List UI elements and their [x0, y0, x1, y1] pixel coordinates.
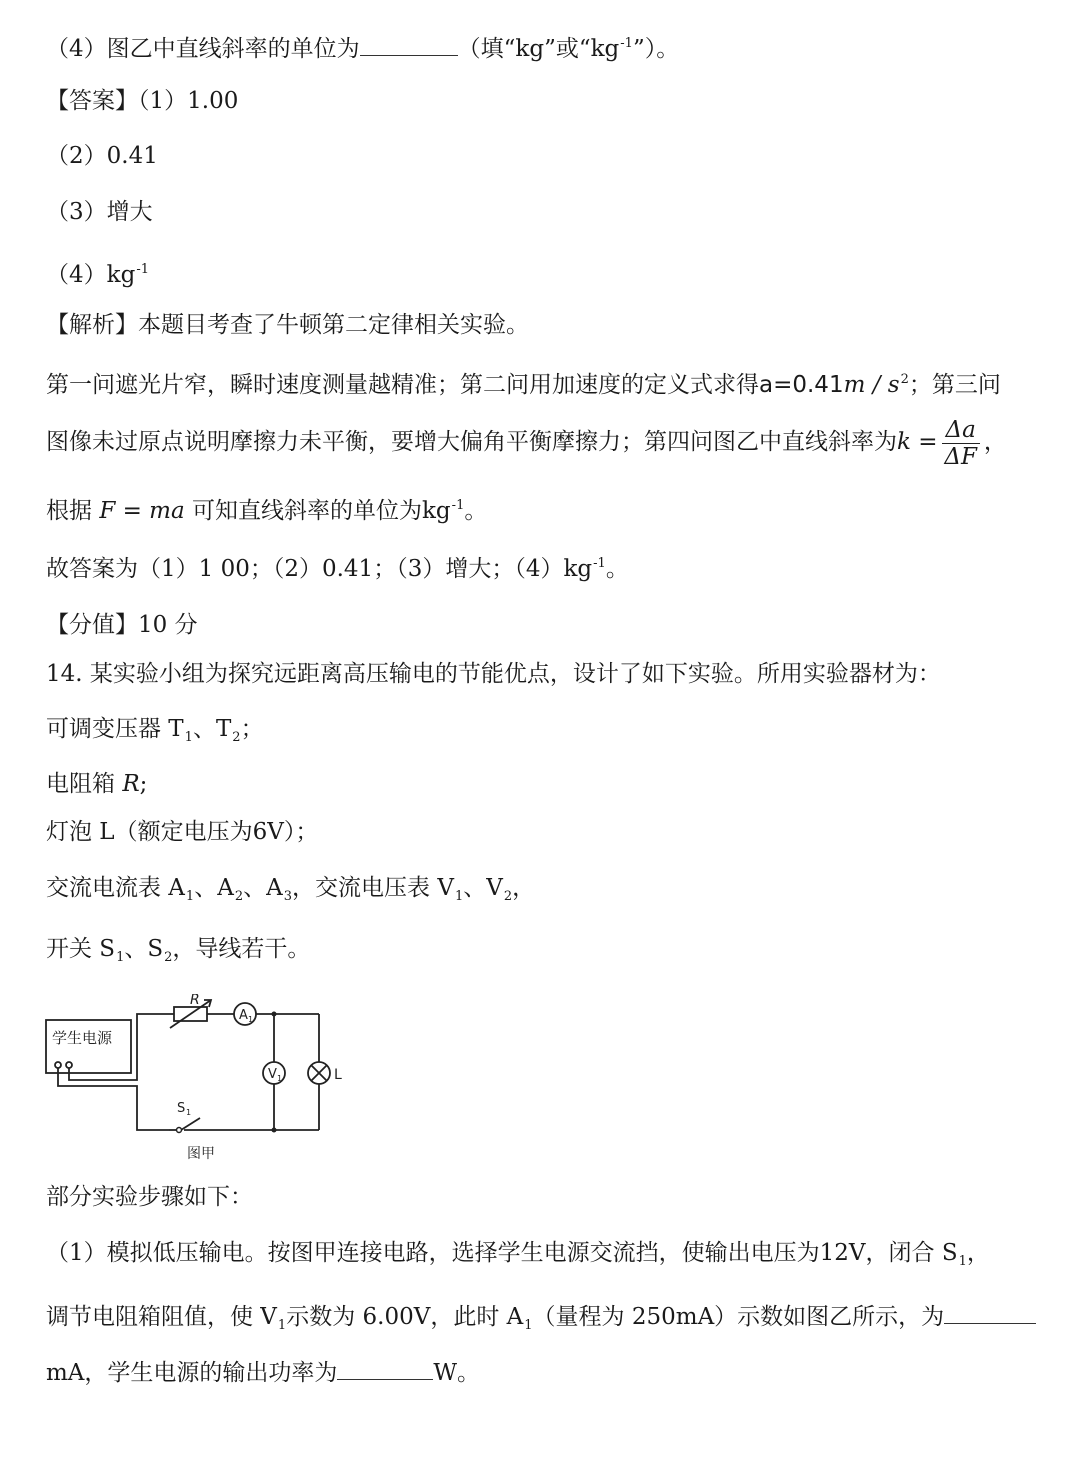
answer-3-line: [46, 196, 153, 228]
analysis-line: [46, 309, 529, 341]
m4-sub4: 1: [454, 889, 464, 904]
analysis-p2-text: 图像未过原点说明摩擦力未平衡，要增大偏角平衡摩擦力；第四问图乙中直线斜率为: [46, 429, 897, 455]
q4-opt2-sup: -1: [620, 36, 633, 51]
analysis-p2: [46, 412, 1007, 472]
score-line: [46, 609, 198, 641]
analysis-p3-sup: -1: [451, 498, 465, 513]
step2-c: （量程为 250mA）示数如图乙所示，为: [532, 1304, 945, 1330]
answer-4-num: （4）: [46, 262, 107, 288]
answer-2-value: 0.41: [106, 143, 158, 169]
answer-label: 【答案】: [46, 88, 138, 114]
m4-f: ，: [512, 875, 536, 901]
analysis-p1-text: 第一问遮光片窄，瞬时速度测量越精准；第二问用加速度的定义式求得: [46, 372, 759, 398]
analysis-p4-unit: kg: [563, 556, 593, 582]
analysis-label: 【解析】: [46, 312, 138, 338]
m1-c: ；: [240, 716, 264, 742]
switch-sub: 1: [186, 1108, 192, 1117]
step3-b: W。: [433, 1360, 481, 1386]
analysis-p3-formula: F = ma: [99, 498, 185, 524]
m4-sub1: 1: [185, 889, 195, 904]
score-label: 【分值】: [46, 612, 138, 638]
steps-heading: [46, 1181, 253, 1213]
m4-c: 、A: [243, 875, 283, 901]
analysis-p4-sup: -1: [593, 556, 606, 571]
analysis-p3-unit: kg: [422, 498, 451, 524]
step1-sub: 1: [958, 1254, 967, 1269]
resistor-label: R: [190, 994, 200, 1008]
m4-sub5: 2: [503, 889, 513, 904]
voltmeter-sub: 1: [277, 1074, 283, 1083]
analysis-p3-text2: 可知直线斜率的单位为: [192, 498, 422, 524]
step3-a: mA，学生电源的输出功率为: [46, 1360, 338, 1386]
step1-b: ，: [966, 1240, 990, 1266]
material-lamp: [46, 816, 318, 848]
m1-a: 可调变压器 T: [46, 716, 184, 742]
m4-a: 交流电流表 A: [46, 875, 185, 901]
ammeter-label: A: [239, 1008, 248, 1023]
m3-text: 灯泡 L（额定电压为6V）；: [46, 819, 319, 845]
material-resistor-box: [46, 768, 147, 800]
power-supply-label: 学生电源: [52, 1029, 113, 1047]
q14-title-text: 14. 某实验小组为探究远距离高压输电的节能优点，设计了如下实验。所用实验器材为：: [46, 661, 941, 687]
step2-sub2: 1: [524, 1318, 533, 1333]
wire-bottom-left: [58, 1068, 169, 1130]
lamp-label: L: [334, 1067, 342, 1083]
voltmeter-label: V: [268, 1067, 277, 1082]
analysis-p1-sup: 2: [900, 372, 909, 387]
m1-sub2: 2: [232, 730, 241, 745]
m4-d: ，交流电压表 V: [292, 875, 454, 901]
answer-4-line: [46, 254, 149, 291]
m4-sub2: 2: [234, 889, 244, 904]
answer-line: [46, 85, 238, 117]
answer-3: （3）增大: [46, 199, 153, 225]
analysis-p2-end: ，: [983, 429, 1007, 455]
step2-a: 调节电阻箱阻值，使 V: [46, 1304, 277, 1330]
current-blank: [944, 1301, 1036, 1324]
analysis-p1-formula: a=0.41: [759, 372, 844, 398]
answer-4-sup: -1: [136, 262, 149, 277]
slope-fraction: [942, 417, 980, 470]
m5-sub2: 2: [164, 950, 173, 965]
m2-r: R: [122, 771, 140, 797]
slope-numerator: Δa: [942, 417, 980, 444]
score-value: 10 分: [138, 612, 198, 638]
m5-sub1: 1: [116, 950, 125, 965]
analysis-intro: 本题目考查了牛顿第二定律相关实验。: [138, 312, 529, 338]
slope-denominator: ΔF: [944, 443, 977, 470]
m5-a: 开关 S: [46, 936, 116, 962]
step-1-line-1: [46, 1237, 990, 1278]
m4-e: 、V: [463, 875, 503, 901]
answer-1: （1）1.00: [138, 88, 239, 114]
m5-b: 、S: [124, 936, 164, 962]
junction-bottom: [272, 1128, 277, 1133]
q4-middle: ”或“: [544, 36, 591, 62]
analysis-p4-end: 。: [605, 556, 629, 582]
q4-opt1: kg: [515, 36, 545, 62]
q4-hint-close: ”）。: [632, 36, 680, 62]
terminal-left: [55, 1062, 61, 1068]
terminal-right: [66, 1062, 72, 1068]
m4-b: 、A: [194, 875, 234, 901]
step-1-line-2: [46, 1301, 1036, 1342]
analysis-p2-k: k =: [897, 429, 938, 455]
m4-sub3: 3: [283, 889, 293, 904]
m5-c: ，导线若干。: [172, 936, 311, 962]
answer-2-num: （2）: [46, 143, 107, 169]
material-meters: [46, 872, 535, 913]
analysis-p1: [46, 364, 1001, 401]
answer-4-value: kg: [106, 262, 136, 288]
analysis-p1-unit: m / s: [843, 372, 900, 398]
step2-b: 示数为 6.00V，此时 A: [286, 1304, 524, 1330]
answer-2-line: [46, 140, 158, 172]
m1-sub1: 1: [184, 730, 193, 745]
q14-title: [46, 658, 941, 690]
q4-opt2: kg: [590, 36, 620, 62]
analysis-p3: [46, 490, 487, 527]
junction-top: [272, 1012, 277, 1017]
analysis-p4: [46, 548, 629, 585]
step-1-line-3: [46, 1357, 480, 1389]
material-switches: [46, 933, 310, 974]
ammeter-sub: 1: [248, 1015, 254, 1024]
switch-pivot: [177, 1128, 182, 1133]
analysis-p3-end: 。: [464, 498, 488, 524]
material-transformers: [46, 713, 264, 754]
q4-line: [46, 28, 679, 65]
figure-caption: 图甲: [187, 1146, 215, 1162]
analysis-p1-end: ；第三问: [908, 372, 1001, 398]
m1-b: 、T: [192, 716, 232, 742]
step1-a: （1）模拟低压输电。按图甲连接电路，选择学生电源交流挡，使输出电压为12V，闭合 S: [46, 1240, 958, 1266]
wire-top-left: [69, 1014, 174, 1080]
circuit-diagram: [44, 994, 364, 1166]
switch-blade: [181, 1118, 200, 1130]
switch-label: S: [177, 1101, 186, 1116]
m2-a: 电阻箱: [46, 771, 115, 797]
q4-hint-open: （填“: [457, 36, 516, 62]
steps-heading-text: 部分实验步骤如下：: [46, 1184, 253, 1210]
analysis-p3-text: 根据: [46, 498, 92, 524]
q4-prefix: （4）图乙中直线斜率的单位为: [46, 36, 360, 62]
power-blank: [337, 1357, 433, 1380]
step2-sub1: 1: [277, 1318, 287, 1333]
m2-b: ;: [139, 771, 148, 797]
q4-blank: [360, 33, 458, 56]
analysis-p4-text: 故答案为（1）1 00；（2）0.41；（3）增大；（4）: [46, 556, 564, 582]
